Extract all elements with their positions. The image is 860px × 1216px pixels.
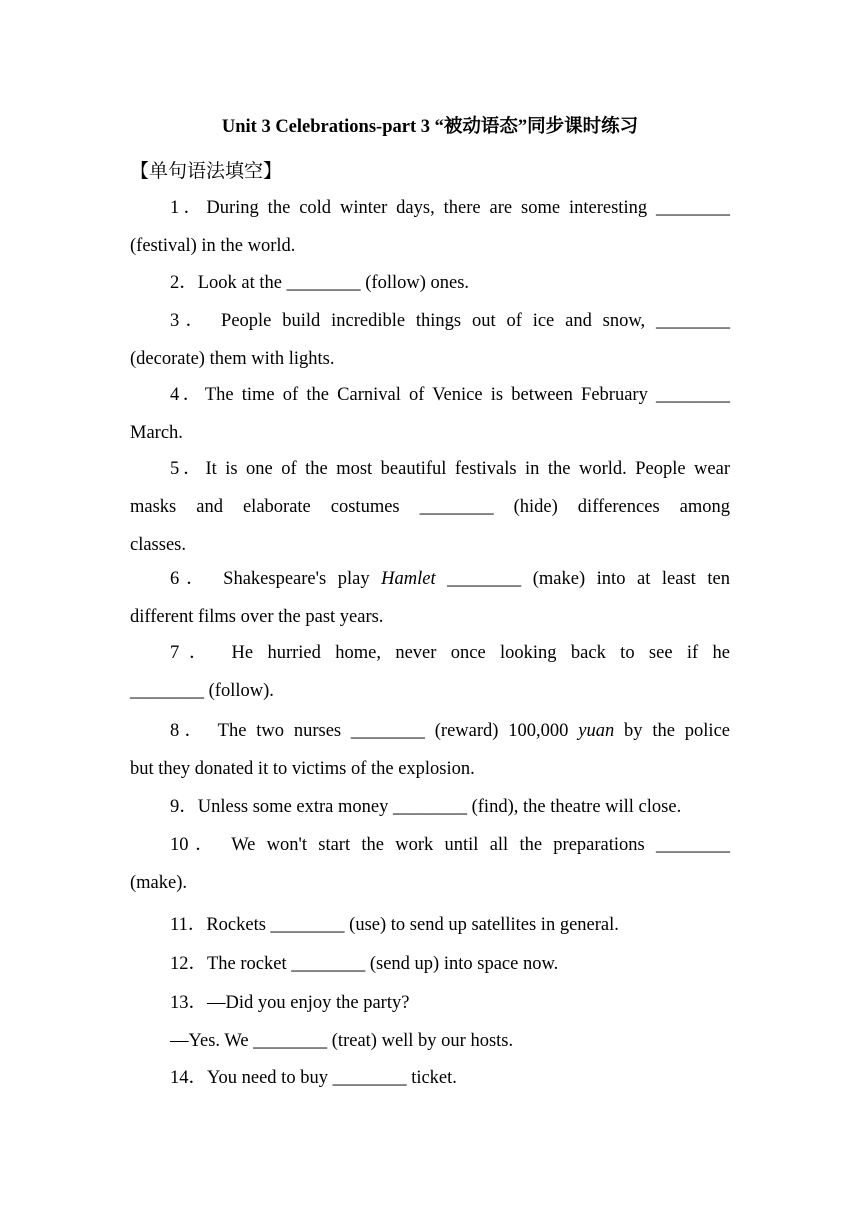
question-13-line-1: 13．—Did you enjoy the party?: [170, 993, 410, 1013]
question-11: 11．Rockets ________ (use) to send up satellites in general.: [170, 915, 619, 935]
question-7-line-2: ________ (follow).: [130, 681, 274, 701]
question-14: 14．You need to buy ________ ticket.: [170, 1068, 457, 1088]
question-7: [130, 634, 730, 710]
question-10: [130, 826, 730, 902]
question-3: [130, 302, 730, 378]
question-3-line-2: (decorate) them with lights.: [130, 349, 335, 369]
question-1-line-2: (festival) in the world.: [130, 236, 296, 256]
question-9: 9．Unless some extra money ________ (find), the theatre will close.: [170, 797, 682, 817]
section-heading: 【单句语法填空】: [130, 161, 283, 182]
question-8-line-2: but they donated it to victims of the explosion.: [130, 759, 475, 779]
question-8-text-b: by the police: [614, 721, 730, 741]
question-5-line-2: masks and elaborate costumes ________ (hide) differences among: [130, 497, 730, 517]
question-13-line-2: —Yes. We ________ (treat) well by our hosts.: [170, 1031, 514, 1051]
question-6: [130, 560, 730, 636]
question-6-text-b: ________ (make) into at least ten: [435, 569, 730, 589]
question-8: [130, 712, 730, 788]
question-10-line-2: (make).: [130, 873, 188, 893]
document-page: [130, 0, 730, 1216]
question-6-line-2: different films over the past years.: [130, 607, 384, 627]
question-6-line-1: [130, 560, 730, 598]
question-1-line-1: 1．During the cold winter days, there are some interesting ________: [170, 198, 730, 218]
question-1: [130, 189, 730, 265]
question-5: [130, 450, 730, 564]
question-5-line-3: classes.: [130, 535, 186, 555]
question-3-line-1: 3． People build incredible things out of ice and snow, ________: [170, 311, 730, 331]
question-8-italic-word: yuan: [578, 721, 615, 741]
question-7-line-1: 7． He hurried home, never once looking back to see if he: [170, 643, 730, 663]
question-5-line-1: 5．It is one of the most beautiful festivals in the world. People wear: [170, 459, 730, 479]
question-6-text-a: 6． Shakespeare's play: [170, 569, 382, 589]
question-4: [130, 376, 730, 452]
question-12: 12．The rocket ________ (send up) into space now.: [170, 954, 559, 974]
question-6-italic-title: Hamlet: [381, 569, 436, 589]
question-4-line-2: March.: [130, 423, 183, 443]
question-8-text-a: 8． The two nurses ________ (reward) 100,000: [170, 721, 579, 741]
question-10-line-1: 10． We won't start the work until all the preparations ________: [170, 835, 730, 855]
question-2: 2．Look at the ________ (follow) ones.: [170, 273, 470, 293]
question-4-line-1: 4．The time of the Carnival of Venice is between February ________: [170, 385, 730, 405]
document-title: Unit 3 Celebrations-part 3 “被动语态”同步课时练习: [221, 117, 639, 137]
question-8-line-1: [130, 712, 730, 750]
